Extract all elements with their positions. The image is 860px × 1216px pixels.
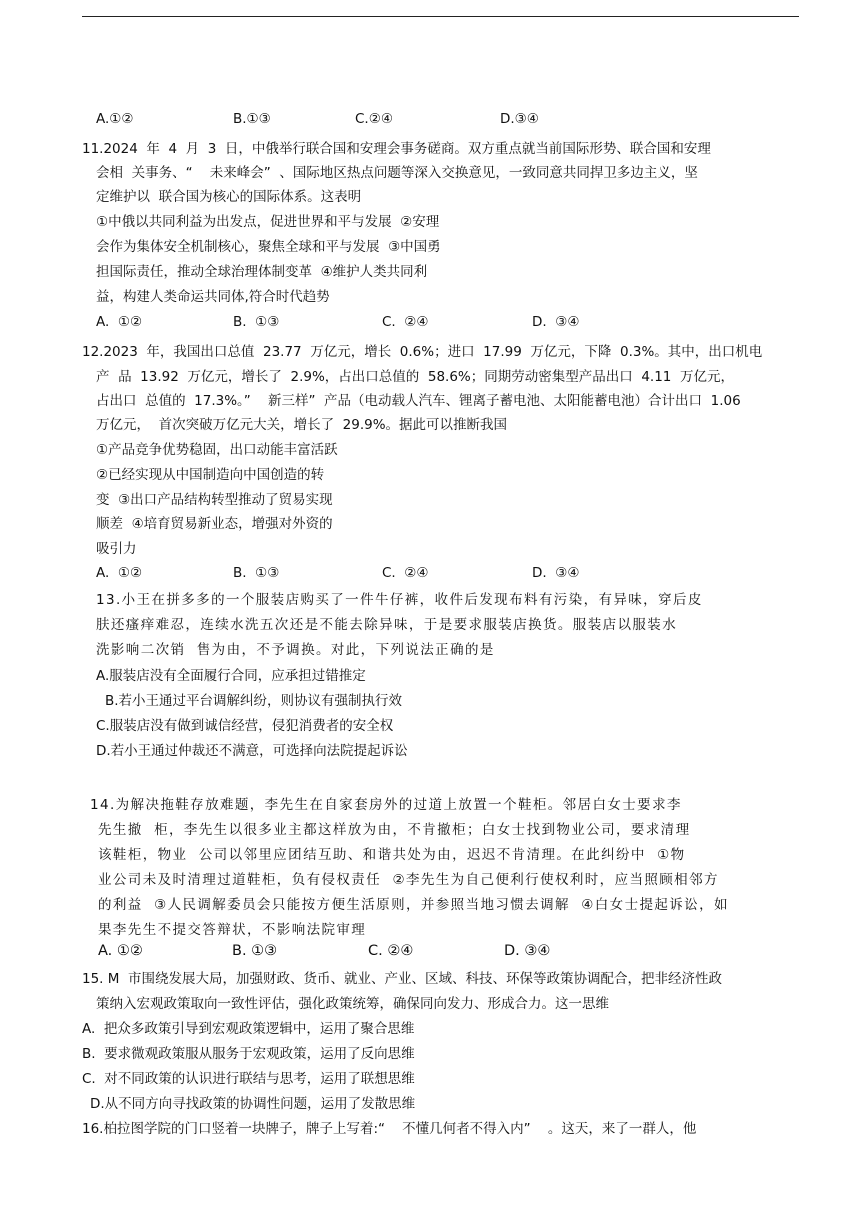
q11-line-4: ①中俄以共同利益为出发点，促进世界和平与发展 ②安理	[96, 214, 440, 230]
q14-line-3: 该鞋柜，物业 公司以邻里应团结互助、和谐共处为由，迟迟不肯清理。在此纠纷中 ①物	[98, 847, 686, 863]
q15-option-b: B. 要求微观政策服从服务于宏观政策，运用了反向思维	[82, 1046, 415, 1062]
q11-line-7: 益，构建人类命运共同体,符合时代趋势	[96, 289, 330, 305]
q14-line-6: 果李先生不提交答辩状，不影响法院审理	[98, 922, 367, 938]
q11-line-5: 会作为集体安全机制核心，聚焦全球和平与发展 ③中国勇	[96, 239, 441, 255]
q11-line-3: 定维护以 联合国为核心的国际体系。这表明	[96, 189, 362, 205]
q12-option-c: C. ②④	[382, 565, 429, 581]
q14-line-4: 业公司未及时清理过道鞋柜，负有侵权责任 ②李先生为自己便利行使权利时，应当照顾相邻方	[98, 872, 719, 888]
q11-line-2: 会相 关事务、“ 未来峰会” 、国际地区热点问题等深入交换意见，一致同意共同捍卫多边主义，坚	[96, 165, 698, 181]
q12-line-1: 12.2023 年，我国出口总值 23.77 万亿元，增长 0.6%；进口 17.99 万亿元，下降 0.3%。其中，出口机电	[82, 344, 763, 360]
q15-option-d: D.从不同方向寻找政策的协调性问题，运用了发散思维	[90, 1096, 416, 1112]
q15-line-1: 15. M 市围绕发展大局，加强财政、货币、就业、产业、区域、科技、环保等政策协调配合，把非经济性政	[82, 971, 722, 987]
q13-option-d: D.若小王通过仲裁还不满意，可选择向法院提起诉讼	[96, 743, 408, 759]
q14-option-d: D. ③④	[504, 943, 551, 959]
q12-option-b: B. ①③	[233, 565, 280, 581]
q15-line-2: 策纳入宏观政策取向一致性评估，强化政策统筹，确保同向发力、形成合力。这一思维	[96, 996, 609, 1012]
q11-option-d: D. ③④	[532, 314, 580, 330]
q14-option-a: A. ①②	[98, 943, 143, 959]
q15-option-c: C. 对不同政策的认识进行联结与思考，运用了联想思维	[82, 1071, 415, 1087]
q12-option-d: D. ③④	[532, 565, 580, 581]
q11-option-b: B. ①③	[233, 314, 280, 330]
q12-line-7: 变 ③出口产品结构转型推动了贸易实现	[96, 492, 333, 508]
q12-line-9: 吸引力	[96, 541, 137, 557]
q14-option-c: C. ②④	[368, 943, 414, 959]
q12-line-5: ①产品竞争优势稳固，出口动能丰富活跃	[96, 442, 338, 458]
q12-option-a: A. ①②	[96, 565, 143, 581]
q12-line-3: 占出口 总值的 17.3%。” 新三样” 产品（电动载人汽车、锂离子蓄电池、太阳能蓄电池）合计出口 1.06	[96, 393, 741, 409]
q11-line-6: 担国际责任，推动全球治理体制变革 ④维护人类共同利	[96, 264, 428, 280]
q16-line-1: 16.柏拉图学院的门口竖着一块牌子，牌子上写着:“ 不懂几何者不得入内” 。这天，来了一群人，他	[82, 1121, 697, 1137]
q15-option-a: A. 把众多政策引导到宏观政策逻辑中，运用了聚合思维	[82, 1021, 415, 1037]
q11-option-a: A. ①②	[96, 314, 143, 330]
q10-option-c: C.②④	[355, 111, 393, 127]
q12-line-6: ②已经实现从中国制造向中国创造的转	[96, 467, 325, 483]
q12-line-4: 万亿元， 首次突破万亿元大关，增长了 29.9%。据此可以推断我国	[96, 417, 508, 433]
q14-line-5: 的利益 ③人民调解委员会只能按方便生活原则，并参照当地习惯去调解 ④白女士提起诉讼，如	[98, 897, 729, 913]
q13-line-2: 肤还瘙痒难忍，连续水洗五次还是不能去除异味，于是要求服装店换货。服装店以服装水	[96, 617, 678, 633]
q14-line-2: 先生撤 柜，李先生以很多业主都这样放为由，不肯撤柜；白女士找到物业公司，要求清理	[98, 822, 691, 838]
q10-option-b: B.①③	[233, 111, 271, 127]
header-rule	[82, 16, 799, 17]
q10-option-d: D.③④	[500, 111, 539, 127]
q11-option-c: C. ②④	[382, 314, 429, 330]
q13-option-a: A.服装店没有全面履行合同，应承担过错推定	[96, 668, 366, 684]
q13-line-3: 洗影响二次销 售为由，不予调换。对此，下列说法正确的是	[96, 642, 495, 658]
q10-option-a: A.①②	[96, 111, 134, 127]
q11-line-1: 11.2024 年 4 月 3 日，中俄举行联合国和安理会事务磋商。双方重点就当前国际形势、联合国和安理	[82, 141, 711, 157]
q14-line-1: 14.为解决拖鞋存放难题，李先生在自家套房外的过道上放置一个鞋柜。邻居白女士要求李	[90, 797, 682, 813]
q12-line-2: 产 品 13.92 万亿元，增长了 2.9%，占出口总值的 58.6%；同期劳动密集型产品出口 4.11 万亿元，	[96, 369, 734, 385]
q13-option-b: B.若小王通过平台调解纠纷，则协议有强制执行效	[105, 693, 403, 709]
q14-option-b: B. ①③	[232, 943, 278, 959]
q13-option-c: C.服装店没有做到诚信经营，侵犯消费者的安全权	[96, 718, 394, 734]
q12-line-8: 顺差 ④培育贸易新业态，增强对外资的	[96, 516, 333, 532]
q13-line-1: 13.小王在拼多多的一个服装店购买了一件牛仔裤，收件后发现布料有污染，有异味，穿后皮	[96, 592, 703, 608]
